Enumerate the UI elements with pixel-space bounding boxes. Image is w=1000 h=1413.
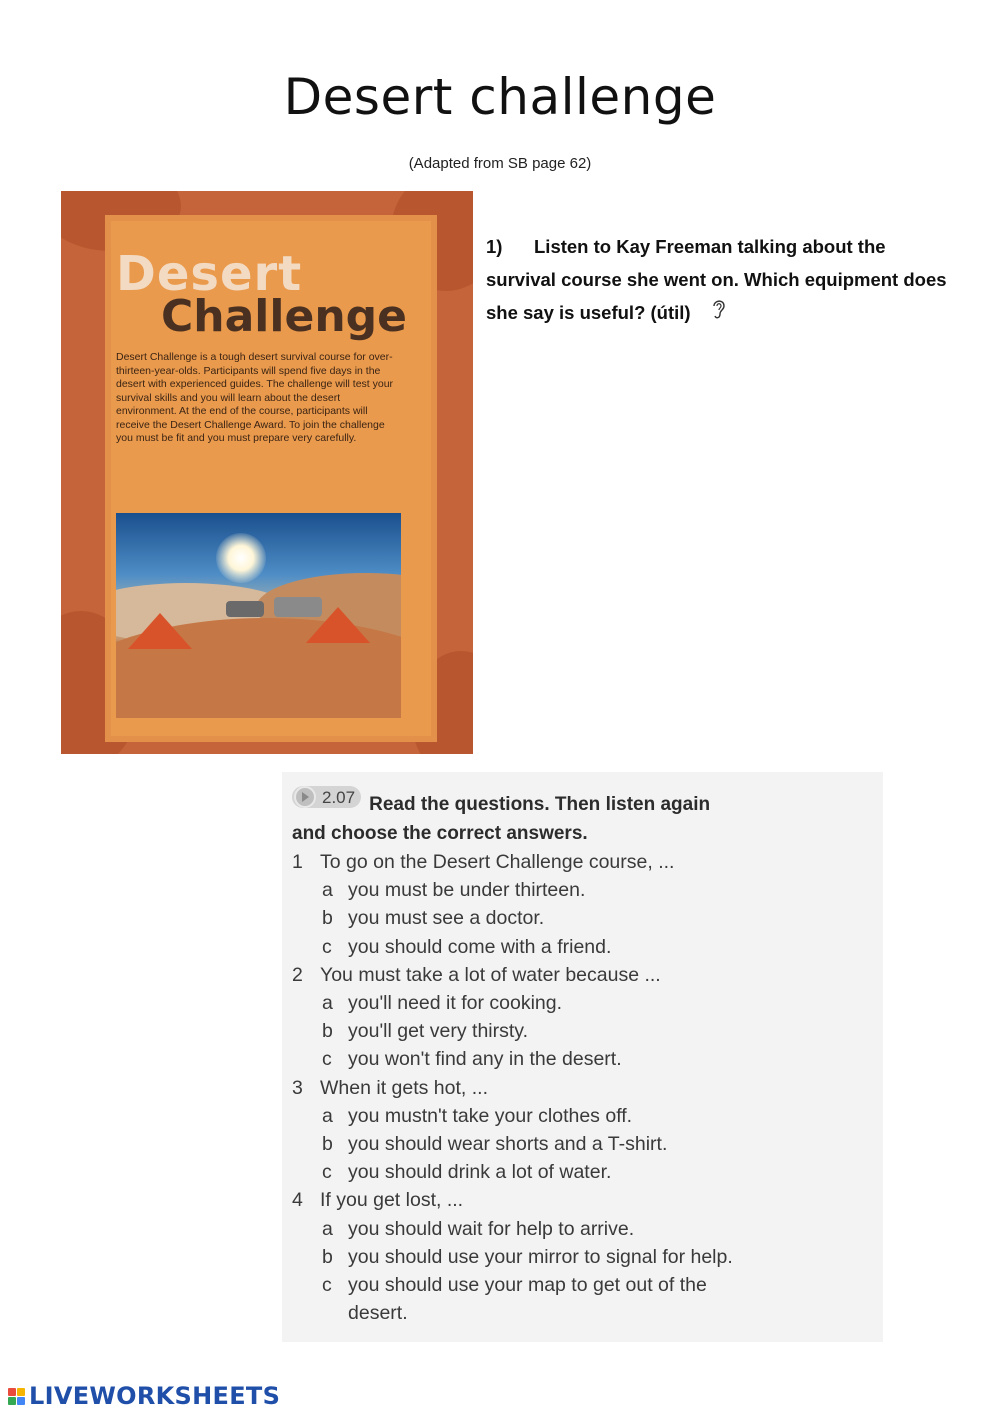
option-letter: b [322,1133,333,1156]
exercise-instruction [292,786,872,848]
option-letter: c [322,1161,332,1184]
option-text: you should use your map to get out of the [348,1274,707,1297]
sun-icon [216,533,266,583]
question-1-number: 1) [486,236,503,257]
answer-option[interactable] [292,904,877,932]
track-number: 2.07 [322,787,356,807]
poster-title-challenge: Challenge [161,291,407,342]
answer-option[interactable] [292,1271,877,1299]
logo-icon [8,1388,25,1405]
option-letter: a [322,1104,333,1127]
option-letter: a [322,992,333,1015]
answer-option[interactable] [292,1215,877,1243]
option-letter: c [322,1274,332,1297]
option-text: you must see a doctor. [348,907,545,930]
logo-square [8,1388,16,1396]
answer-option[interactable] [292,1243,877,1271]
option-letter: b [322,1245,333,1268]
answer-option[interactable] [292,1130,877,1158]
option-letter: a [322,1217,333,1240]
option-text: you mustn't take your clothes off. [348,1104,633,1127]
answer-option[interactable] [292,1158,877,1186]
option-letter: b [322,907,333,930]
answer-option[interactable] [292,933,877,961]
poster-title-desert: Desert [116,246,303,302]
answer-option[interactable] [292,1102,877,1130]
option-letter: c [322,1048,332,1071]
question-1-text: Listen to Kay Freeman talking about the survival course she went on. Which equipment does she say is useful? (útil) [486,236,947,323]
question-stem: You must take a lot of water because ... [320,963,661,986]
option-text: you should come with a friend. [348,935,612,958]
tent [306,607,370,643]
ear-icon[interactable] [710,297,728,331]
question-item [292,961,877,989]
option-letter: c [322,935,332,958]
option-text: you must be under thirteen. [348,879,586,902]
option-text: you'll get very thirsty. [348,1020,529,1043]
question-number: 4 [292,1189,303,1212]
instruction-line-1: Read the questions. Then listen again [369,794,711,815]
question-1 [486,230,956,331]
desert-camp-photo [116,513,401,718]
option-text: you won't find any in the desert. [348,1048,622,1071]
logo-square [17,1397,25,1405]
question-number: 1 [292,851,303,873]
question-item [292,1074,877,1102]
audio-icon [294,786,316,808]
answer-option[interactable] [292,989,877,1017]
option-text: you should drink a lot of water. [348,1161,612,1184]
option-continuation: desert. [348,1302,408,1325]
audio-track-badge[interactable] [292,786,361,808]
question-number: 3 [292,1076,303,1099]
page-subtitle: (Adapted from SB page 62) [408,155,592,172]
exercise-scan [282,772,883,1342]
option-letter: a [322,879,333,902]
option-letter: b [322,1020,333,1043]
poster-body-text: Desert Challenge is a tough desert survival course for over-thirteen-year-olds. Participants will spend five days in the desert with experienced guides. The challenge will test your survival skills and you will learn about the desert environment. At the end of the course, participants will receive the Desert Challenge Award. To join the challenge you must be fit and you must prepare very carefully. [116,351,394,444]
logo-text: LIVEWORKSHEETS [29,1382,281,1410]
logo-square [8,1397,16,1405]
logo-square [17,1388,25,1396]
desert-challenge-poster [61,191,473,754]
question-number: 2 [292,963,303,986]
option-text: you'll need it for cooking. [348,992,563,1015]
jeep [226,601,264,617]
liveworksheets-logo[interactable] [8,1382,280,1410]
page-title: Desert challenge [283,68,717,126]
tent [128,613,192,649]
answer-option[interactable] [292,1045,877,1073]
option-text: you should use your mirror to signal for help. [348,1245,733,1268]
instruction-line-2: and choose the correct answers. [292,823,588,844]
question-stem: If you get lost, ... [320,1189,464,1212]
question-item [292,848,877,876]
question-item [292,1186,877,1214]
answer-option[interactable] [292,876,877,904]
question-stem: When it gets hot, ... [320,1076,488,1099]
option-text: you should wear shorts and a T-shirt. [348,1133,668,1156]
question-stem: To go on the Desert Challenge course, ... [320,851,675,873]
answer-option[interactable] [292,1017,877,1045]
question-list [292,848,877,1327]
option-text: you should wait for help to arrive. [348,1217,635,1240]
